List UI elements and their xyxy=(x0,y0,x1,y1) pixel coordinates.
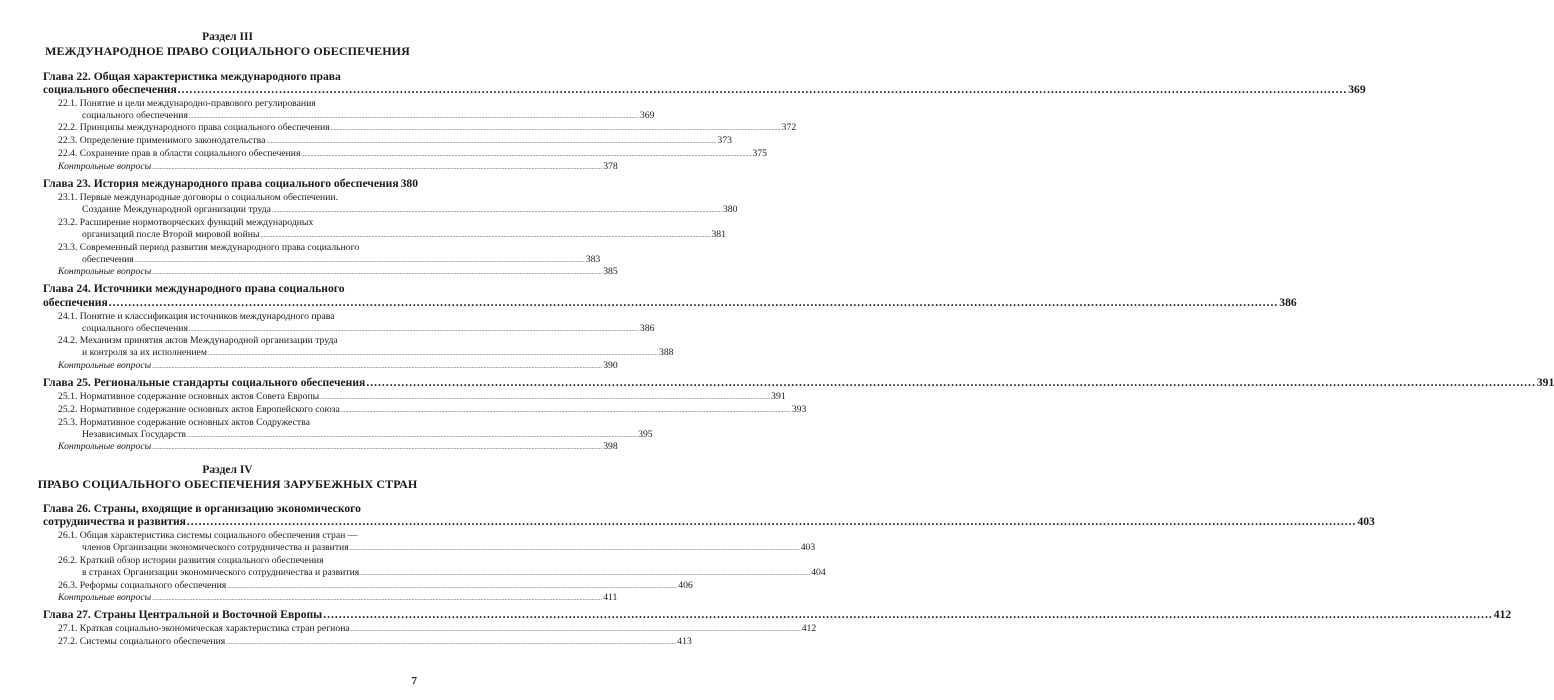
dot-leader: ............................................................................................................................................................................................................................................................................................................ xyxy=(177,83,1348,96)
toc-page-number: 372 xyxy=(781,122,797,133)
toc-line xyxy=(82,110,655,122)
toc-page-number: 412 xyxy=(801,623,817,634)
dot-leader: ............................................................................................................................................................................................................................................................................................................ xyxy=(108,296,1279,309)
toc-page-number: 398 xyxy=(603,441,618,452)
toc-line-text: 22.1. Понятие и цели международно-правового регулирования xyxy=(58,98,316,109)
toc-line-text: 24.2. Механизм принятия актов Международной организации труда xyxy=(58,335,338,346)
toc-line xyxy=(58,122,797,134)
dot-leader: ............................................................................................................................................................................................................................................................................................................ xyxy=(188,327,639,333)
toc-page-number: 386 xyxy=(639,323,655,334)
toc-line-text: обеспечения xyxy=(43,296,108,309)
toc-line-text: 26.3. Реформы социального обеспечения xyxy=(58,580,227,591)
toc-page-number: 385 xyxy=(603,266,618,277)
section-3-heading: Раздел III xyxy=(202,31,253,43)
toc-page-number: 393 xyxy=(791,404,807,415)
toc-line-text: обеспечения xyxy=(82,254,134,265)
toc-page-number: 404 xyxy=(811,567,826,578)
chapter-line xyxy=(43,282,416,296)
dot-leader: ............................................................................................................................................................................................................................................................................................................ xyxy=(152,270,603,276)
dot-leader: ............................................................................................................................................................................................................................................................................................................ xyxy=(152,596,603,602)
chapter-line xyxy=(43,83,1366,97)
toc-line xyxy=(58,580,693,592)
section-4-title: ПРАВО СОЦИАЛЬНОГО ОБЕСПЕЧЕНИЯ ЗАРУБЕЖНЫХ СТРАН xyxy=(37,477,418,491)
toc-line-text: Глава 24. Источники международного права социального xyxy=(43,282,345,295)
toc-line-text: и контроля за их исполнением xyxy=(82,347,207,358)
dot-leader: ............................................................................................................................................................................................................................................................................................................ xyxy=(187,433,638,439)
toc-line-text: 27.1. Краткая социально-экономическая характеристика стран региона xyxy=(58,623,350,634)
toc-line xyxy=(82,323,655,335)
review-questions-line xyxy=(58,161,618,173)
toc-line-text: 22.3. Определение применимого законодательства xyxy=(58,135,266,146)
toc-line-text: социального обеспечения xyxy=(82,110,188,121)
toc-line-text: социального обеспечения xyxy=(82,323,188,334)
toc-line xyxy=(82,204,738,216)
toc-page-number: 388 xyxy=(658,347,674,358)
toc-page-number: 369 xyxy=(1348,83,1366,96)
toc-line xyxy=(82,567,826,579)
toc-line xyxy=(82,347,674,359)
toc-page-number: 383 xyxy=(585,254,601,265)
toc-line-text: 25.1. Нормативное содержание основных актов Совета Европы xyxy=(58,391,320,402)
toc-page-number: 386 xyxy=(1279,296,1297,309)
toc-page-number: 380 xyxy=(400,177,419,190)
toc-line-text: сотрудничества и развития xyxy=(43,515,186,528)
toc-line xyxy=(58,217,416,229)
toc-line-text: 23.3. Современный период развития международного права социального xyxy=(58,242,360,253)
toc-line xyxy=(58,242,416,254)
toc-line xyxy=(58,530,416,542)
toc-page-number: 403 xyxy=(800,542,816,553)
dot-leader: ............................................................................................................................................................................................................................................................................................................ xyxy=(360,571,811,577)
toc-page-number: 391 xyxy=(1536,376,1554,389)
toc-line-text: 25.2. Нормативное содержание основных актов Европейского союза xyxy=(58,404,340,415)
dot-leader: ............................................................................................................................................................................................................................................................................................................ xyxy=(320,395,771,401)
toc-line-text: 23.2. Расширение нормотворческих функций международных xyxy=(58,217,314,228)
toc-page-number: 391 xyxy=(771,391,786,402)
toc-page-number: 390 xyxy=(603,360,618,371)
dot-leader: ............................................................................................................................................................................................................................................................................................................ xyxy=(227,584,678,590)
dot-leader: ............................................................................................................................................................................................................................................................................................................ xyxy=(266,139,717,145)
toc-line xyxy=(58,555,416,567)
chapter-line xyxy=(43,70,416,84)
toc-line xyxy=(58,148,767,160)
toc-page-number: 373 xyxy=(717,135,732,146)
dot-leader: ............................................................................................................................................................................................................................................................................................................ xyxy=(271,208,722,214)
toc-line-text: 26.1. Общая характеристика системы социального обеспечения стран — xyxy=(58,530,358,541)
toc-page-number: 395 xyxy=(638,429,653,440)
toc-line xyxy=(58,404,807,416)
dot-leader: ............................................................................................................................................................................................................................................................................................................ xyxy=(260,233,711,239)
toc-line-text: Контрольные вопросы xyxy=(58,266,152,277)
toc-page-number: 411 xyxy=(603,592,618,603)
toc-line xyxy=(58,135,732,147)
toc-line-text: Контрольные вопросы xyxy=(58,441,152,452)
section-4-heading: Раздел IV xyxy=(202,464,253,476)
toc-line-text: организаций после Второй мировой войны xyxy=(82,229,260,240)
toc-line-text: членов Организации экономического сотрудничества и развития xyxy=(82,542,349,553)
toc-page-number: 413 xyxy=(677,636,692,647)
toc-line-text: Глава 22. Общая характеристика международного права xyxy=(43,70,341,83)
toc-line xyxy=(82,254,601,266)
review-questions-line xyxy=(58,441,618,453)
toc-line xyxy=(58,311,416,323)
dot-leader: ............................................................................................................................................................................................................................................................................................................ xyxy=(323,608,1493,621)
toc-line-text: Контрольные вопросы xyxy=(58,360,152,371)
dot-leader: ............................................................................................................................................................................................................................................................................................................ xyxy=(134,258,585,264)
chapter-line xyxy=(43,515,1375,529)
dot-leader: ............................................................................................................................................................................................................................................................................................................ xyxy=(349,546,800,552)
dot-leader: ............................................................................................................................................................................................................................................................................................................ xyxy=(207,351,658,357)
toc-line-text: Глава 27. Страны Центральной и Восточной Европы xyxy=(43,608,323,621)
toc-line xyxy=(82,542,816,554)
chapter-line xyxy=(43,376,1554,390)
dot-leader: ............................................................................................................................................................................................................................................................................................................ xyxy=(152,445,603,451)
toc-line xyxy=(58,391,786,403)
toc-line-text: 23.1. Первые международные договоры о социальном обеспечении. xyxy=(58,192,339,203)
section-3-title: МЕЖДУНАРОДНОЕ ПРАВО СОЦИАЛЬНОГО ОБЕСПЕЧЕНИЯ xyxy=(45,44,410,58)
chapter-line xyxy=(43,502,416,516)
dot-leader: ............................................................................................................................................................................................................................................................................................................ xyxy=(330,126,781,132)
toc-line xyxy=(82,429,653,441)
toc-page-number: 412 xyxy=(1493,608,1512,621)
dot-leader: ............................................................................................................................................................................................................................................................................................................ xyxy=(366,376,1536,389)
toc-line xyxy=(58,636,692,648)
toc-line xyxy=(82,229,726,241)
toc-page-number: 403 xyxy=(1357,515,1375,528)
chapter-line xyxy=(43,177,419,191)
toc-page-number: 380 xyxy=(722,204,738,215)
toc-line-text: в странах Организации экономического сотрудничества и развития xyxy=(82,567,360,578)
dot-leader: ............................................................................................................................................................................................................................................................................................................ xyxy=(152,165,603,171)
toc-page-number: 369 xyxy=(639,110,655,121)
toc-line-text: Глава 26. Страны, входящие в организацию экономического xyxy=(43,502,361,515)
dot-leader: ............................................................................................................................................................................................................................................................................................................ xyxy=(350,627,801,633)
toc-line-text: 26.2. Краткий обзор истории развития социального обеспечения xyxy=(58,555,324,566)
toc-line-text: Глава 23. История международного права социального обеспечения xyxy=(43,177,399,190)
dot-leader: ............................................................................................................................................................................................................................................................................................................ xyxy=(188,114,639,120)
toc-line-text: Контрольные вопросы xyxy=(58,592,152,603)
chapter-line xyxy=(43,608,1512,622)
toc-page-number: 381 xyxy=(711,229,726,240)
toc-line xyxy=(58,98,416,110)
toc-line-text: Независимых Государств xyxy=(82,429,187,440)
toc-line-text: социального обеспечения xyxy=(43,83,177,96)
toc-line xyxy=(58,335,416,347)
toc-line-text: 22.4. Сохранение прав в области социального обеспечения xyxy=(58,148,301,159)
toc-line-text: Контрольные вопросы xyxy=(58,161,152,172)
dot-leader: ............................................................................................................................................................................................................................................................................................................ xyxy=(301,152,752,158)
dot-leader: ............................................................................................................................................................................................................................................................................................................ xyxy=(152,364,603,370)
dot-leader: ............................................................................................................................................................................................................................................................................................................ xyxy=(186,515,1357,528)
toc-line-text: 25.3. Нормативное содержание основных актов Содружества xyxy=(58,417,310,428)
dot-leader: ............................................................................................................................................................................................................................................................................................................ xyxy=(226,640,677,646)
chapter-line xyxy=(43,296,1297,310)
toc-page-number: 406 xyxy=(678,580,693,591)
page-number: 7 xyxy=(411,675,417,687)
toc-line-text: 27.2. Системы социального обеспечения xyxy=(58,636,226,647)
dot-leader: ............................................................................................................................................................................................................................................................................................................ xyxy=(340,408,791,414)
toc-page-number: 378 xyxy=(603,161,618,172)
toc-line-text: Создание Международной организации труда xyxy=(82,204,271,215)
toc-line-text: Глава 25. Региональные стандарты социального обеспечения xyxy=(43,376,366,389)
review-questions-line xyxy=(58,360,618,372)
review-questions-line xyxy=(58,592,618,604)
toc-page-number: 375 xyxy=(752,148,767,159)
toc-line-text: 22.2. Принципы международного права социального обеспечения xyxy=(58,122,330,133)
toc-line xyxy=(58,623,817,635)
toc-line xyxy=(58,417,416,429)
toc-line xyxy=(58,192,416,204)
review-questions-line xyxy=(58,266,618,278)
toc-line-text: 24.1. Понятие и классификация источников международного права xyxy=(58,311,335,322)
